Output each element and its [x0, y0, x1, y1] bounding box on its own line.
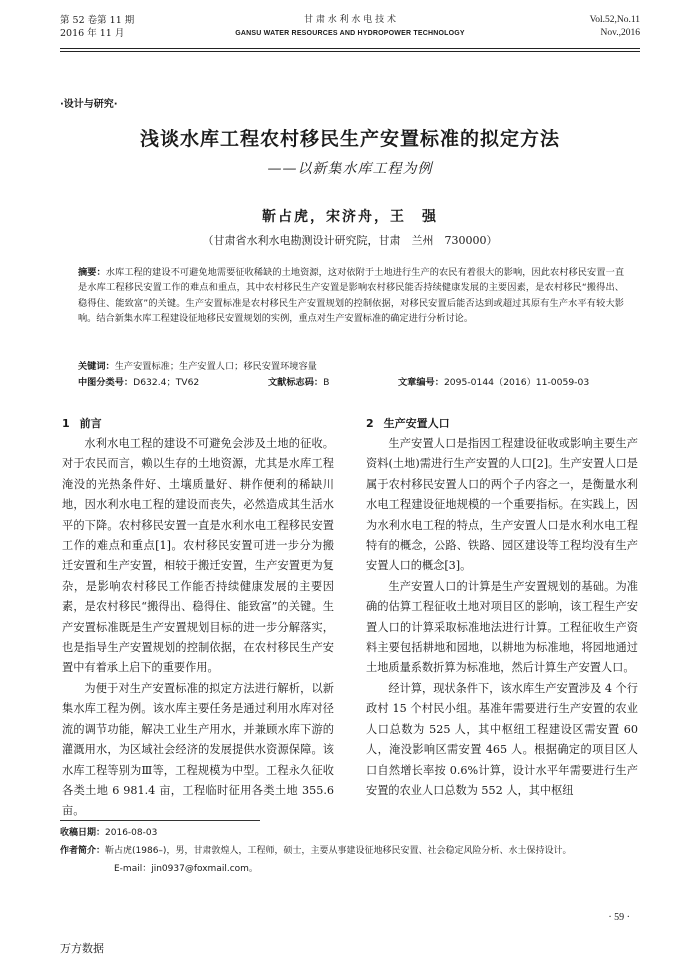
journal-title-en: GANSU WATER RESOURCES AND HYDROPOWER TECHNOLOGY [235, 30, 465, 37]
authors: 靳占虎，宋济舟，王 强 [262, 209, 438, 225]
keywords [78, 358, 624, 372]
received-value: 2016-08-03 [105, 828, 158, 838]
running-header [60, 14, 640, 46]
received-date [60, 824, 640, 842]
article-subtitle: ——以新集水库工程为例 [267, 161, 433, 177]
author-email: E-mail：jin0937@foxmail.com。 [114, 864, 258, 874]
section-1-paragraph: 为便于对生产安置标准的拟定方法进行解析，以新集水库工程为例。该水库主要任务是通过利用水库对径流的调节功能，解决工业生产用水，并兼顾水库下游的灌溉用水，为区域社会经济的发展提供水资源保障。该水库工程等别为Ⅲ等，工程规模为中型。工程永久征收各类土地 6 981.4 亩，工程临时征用各类土地 355.6 亩。 [62, 681, 334, 818]
header-rule-top [60, 48, 640, 49]
bio-label: 作者简介： [60, 846, 106, 856]
journal-title-cn: 甘 肃 水 利 水 电 技 术 [303, 15, 397, 25]
section-1-number: 1 [62, 417, 70, 430]
date-cn: 2016 年 11 月 [60, 28, 125, 39]
vol-issue-cn: 第 52 卷第 11 期 [60, 15, 135, 26]
section-1-paragraph: 水利水电工程的建设不可避免会涉及土地的征收。对于农民而言，赖以生存的土地资源，尤其是水库工程淹没的光热条件好、土壤质量好、耕作便利的稀缺川地，因水利水电工程的建设而丧失，必然造成其生活水平的下降。农村移民安置一直是水利水电工程移民安置工作的难点和重点[1]。农村移民安置可进一步分为搬迁安置和生产安置，相较于搬迁安置，生产安置更为复杂，是影响农村移民工作能否持续健康发展的主要因素，是农村移民“搬得出、稳得住、能致富”的关键。生产安置标准既是生产安置规划目标的进一步分解落实，也是指导生产安置规划的控制依据，在农村移民生产安置中有着承上启下的重要作用。 [62, 437, 334, 675]
doc-code-group [268, 374, 398, 388]
received-label: 收稿日期： [60, 828, 106, 838]
doc-code-value: B [323, 377, 330, 388]
clc-value: D632.4；TV62 [133, 377, 200, 388]
vol-issue-en: Vol.52,No.11 [589, 15, 640, 25]
abstract-text: 水库工程的建设不可避免地需要征收稀缺的土地资源，这对依附于土地进行生产的农民有着很大的影响，因此农村移民安置一直是水库工程移民安置工作的难点和重点，其中农村移民生产安置是影响农村移民能否持续健康发展的主要因素，是农村移民“搬得出、稳得住、能致富”的关键。生产安置标准是农村移民生产安置规划的控制依据，对移民安置后能否达到或超过其原有生产水平有较大影响。结合新集水库工程建设征地移民安置规划的实例，重点对生产安置标准的确定进行分析讨论。 [78, 267, 625, 324]
section-2-paragraph: 生产安置人口的计算是生产安置规划的基础。为准确的估算工程征收土地对项目区的影响，该工程生产安置人口的计算采取标准地法进行计算。工程征收生产资料主要包括耕地和园地，以耕地为标准地，将园地通过土地质量系数折算为标准地，然后计算生产安置人口。 [366, 579, 638, 675]
keywords-label: 关键词： [78, 361, 115, 372]
footnote-rule [60, 820, 260, 821]
keywords-text: 生产安置标准；生产安置人口；移民安置环境容量 [114, 361, 317, 372]
article-no-label: 文章编号： [398, 377, 444, 388]
right-column [366, 414, 638, 801]
watermark: 万方数据 [60, 942, 104, 955]
section-2-title: 生产安置人口 [383, 417, 450, 430]
header-center [60, 14, 640, 40]
author-bio [60, 842, 640, 860]
clc-label: 中图分类号： [78, 377, 134, 388]
doc-code-label: 文献标志码： [268, 377, 324, 388]
date-en: Nov.,2016 [600, 28, 640, 38]
section-2-paragraph: 生产安置人口是指因工程建设征收或影响主要生产资料(土地)需进行生产安置的人口[2]。生产安置人口是属于农村移民安置人口的两个子内容之一，是衡量水利水电工程建设征地规模的一个重要指标。在实践上，因为水利水电工程的特点，生产安置人口是水利水电工程特有的概念，公路、铁路、园区建设等工程均没有生产安置人口的概念[3]。 [366, 437, 638, 573]
header-rule-bottom [60, 51, 640, 52]
section-1-heading [62, 414, 334, 434]
section-2-heading [366, 414, 638, 434]
article-no-value: 2095-0144（2016）11-0059-03 [443, 377, 590, 388]
section-2-number: 2 [366, 417, 374, 430]
article-title: 浅谈水库工程农村移民生产安置标准的拟定方法 [139, 128, 560, 150]
footnotes [60, 824, 640, 878]
clc-group [78, 374, 268, 388]
bio-text: 靳占虎(1986–)，男，甘肃敦煌人，工程师，硕士，主要从事建设征地移民安置、社会稳定风险分析、水土保持设计。 [105, 846, 572, 856]
section-2-paragraph: 经计算，现状条件下，该水库生产安置涉及 4 个行政村 15 个村民小组。基准年需要进行生产安置的农业人口总数为 525 人，其中枢纽工程建设区需安置 60 人，淹没影响区需安置 465 人。根据确定的项目区人口自然增长率按 0.6%计算，设计水平年需要进行生产安置的农业人口总数为 552 人，其中枢纽 [366, 681, 638, 797]
affiliation: （甘肃省水利水电勘测设计研究院，甘肃 兰州 730000） [202, 234, 498, 247]
header-right [590, 14, 640, 40]
left-column [62, 414, 334, 822]
abstract-label: 摘要： [78, 267, 106, 278]
section-label: ·设计与研究· [60, 99, 118, 110]
section-1-title: 前言 [79, 417, 102, 430]
abstract [78, 265, 624, 326]
classification-line [78, 374, 624, 388]
article-no-group [398, 374, 589, 388]
page-number: · 59 · [608, 912, 630, 923]
